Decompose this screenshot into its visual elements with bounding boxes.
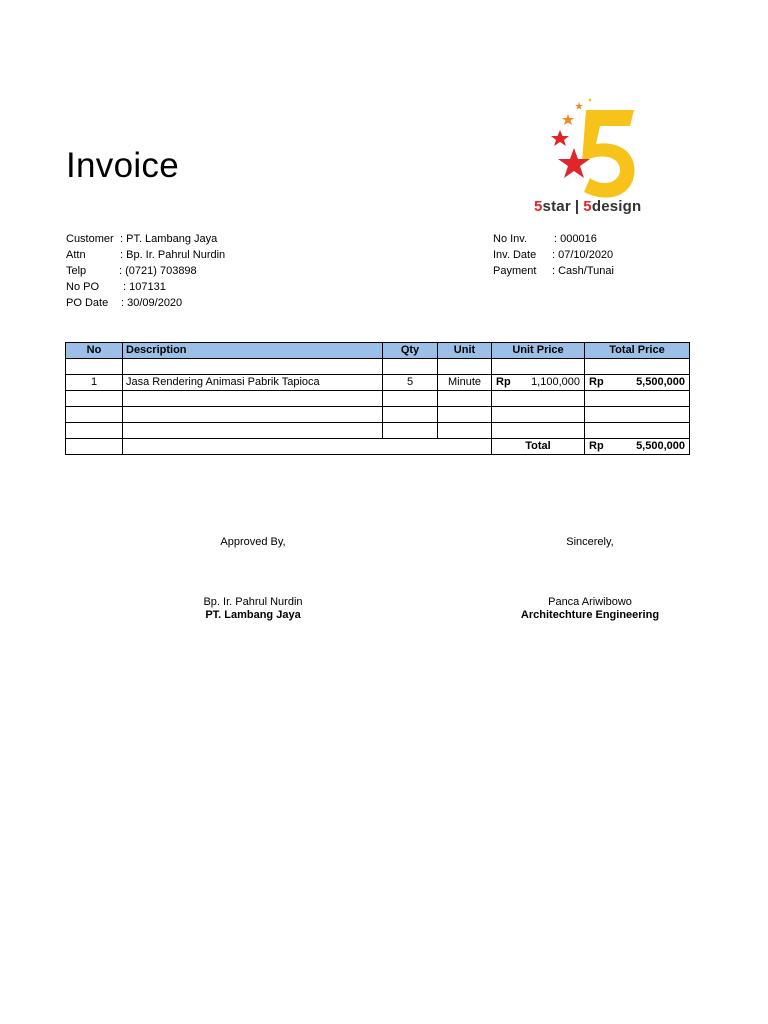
approval-block bbox=[153, 536, 353, 621]
signer-company: Architechture Engineering bbox=[520, 609, 660, 621]
approver-company: PT. Lambang Jaya bbox=[205, 609, 301, 621]
telp-label: Telp bbox=[66, 265, 87, 277]
po-date-value: : 30/09/2020 bbox=[121, 297, 183, 309]
header-no: No bbox=[66, 343, 123, 359]
total-price-currency: Rp bbox=[589, 376, 604, 388]
table-row-empty bbox=[66, 407, 690, 423]
total-label: Total bbox=[492, 439, 585, 455]
total-price-amount: 5,500,000 bbox=[636, 376, 685, 388]
invoice-info bbox=[493, 231, 693, 279]
logo-word-1: star bbox=[542, 198, 571, 215]
no-inv-label: No Inv. bbox=[493, 233, 528, 245]
invoice-title: Invoice bbox=[66, 146, 179, 185]
total-value: 5,500,000 bbox=[636, 440, 685, 452]
item-unit: Minute bbox=[438, 375, 492, 391]
customer-info bbox=[66, 231, 366, 311]
po-date-label: PO Date bbox=[66, 297, 109, 309]
header-description: Description bbox=[123, 343, 383, 359]
no-inv-row bbox=[493, 231, 693, 247]
table-header-row bbox=[66, 343, 690, 359]
table-total-row bbox=[66, 439, 690, 455]
unit-price-currency: Rp bbox=[496, 376, 511, 388]
no-po-value: : 107131 bbox=[123, 281, 166, 293]
item-total-price bbox=[585, 375, 690, 391]
signer-name: Panca Ariwibowo bbox=[548, 596, 632, 608]
item-description: Jasa Rendering Animasi Pabrik Tapioca bbox=[123, 375, 383, 391]
item-unit-price bbox=[492, 375, 585, 391]
table-row-empty bbox=[66, 423, 690, 439]
header-qty: Qty bbox=[383, 343, 438, 359]
telp-row bbox=[66, 263, 366, 279]
po-date-row bbox=[66, 295, 366, 311]
logo-num-1: 5 bbox=[534, 198, 543, 215]
inv-date-value: : 07/10/2020 bbox=[552, 249, 614, 261]
approver-name: Bp. Ir. Pahrul Nurdin bbox=[203, 596, 303, 608]
item-qty: 5 bbox=[383, 375, 438, 391]
item-no: 1 bbox=[66, 375, 123, 391]
total-currency: Rp bbox=[589, 440, 604, 452]
no-po-label: No PO bbox=[66, 281, 100, 293]
header-unit: Unit bbox=[438, 343, 492, 359]
sincerely-heading: Sincerely, bbox=[566, 536, 614, 548]
total-amount bbox=[585, 439, 690, 455]
payment-label: Payment bbox=[493, 265, 537, 277]
items-table bbox=[65, 342, 690, 455]
table-row-empty bbox=[66, 391, 690, 407]
attn-row bbox=[66, 247, 366, 263]
payment-value: : Cash/Tunai bbox=[552, 265, 614, 277]
no-po-row bbox=[66, 279, 366, 295]
logo-wordmark bbox=[534, 198, 641, 215]
logo-word-2: design bbox=[591, 198, 642, 215]
logo-separator: | bbox=[574, 198, 580, 215]
customer-label: Customer bbox=[66, 233, 114, 245]
attn-label: Attn bbox=[66, 249, 86, 261]
approved-by-heading: Approved By, bbox=[220, 536, 286, 548]
customer-row bbox=[66, 231, 366, 247]
no-inv-value: : 000016 bbox=[554, 233, 597, 245]
unit-price-amount: 1,100,000 bbox=[531, 376, 580, 388]
table-row-empty bbox=[66, 359, 690, 375]
attn-value: : Bp. Ir. Pahrul Nurdin bbox=[120, 249, 226, 261]
header-total-price: Total Price bbox=[585, 343, 690, 359]
table-row bbox=[66, 375, 690, 391]
inv-date-row bbox=[493, 247, 693, 263]
inv-date-label: Inv. Date bbox=[493, 249, 537, 261]
logo-num-2: 5 bbox=[583, 198, 592, 215]
customer-value: : PT. Lambang Jaya bbox=[120, 233, 218, 245]
payment-row bbox=[493, 263, 693, 279]
sincerely-block bbox=[490, 536, 690, 621]
telp-value: : (0721) 703898 bbox=[119, 265, 197, 277]
header-unit-price: Unit Price bbox=[492, 343, 585, 359]
